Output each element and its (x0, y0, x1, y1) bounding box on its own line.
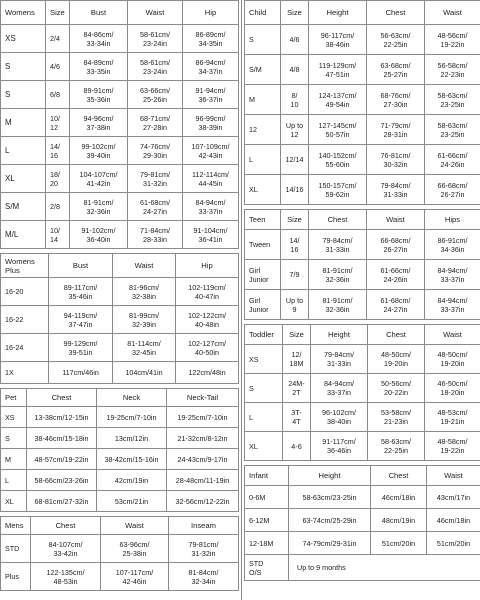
infant-header-cell: Infant (245, 466, 289, 486)
table-cell: 46-50cm/ 18-20in (425, 374, 480, 403)
table-cell: 127-145cm/ 50-57in (309, 115, 367, 145)
table-cell: 107-109cm/ 42-43in (183, 137, 239, 165)
teen-header-cell: Size (281, 210, 309, 230)
toddler-row (245, 403, 480, 432)
table-cell: 61-68cm/ 24-27in (128, 193, 183, 221)
table-cell: 86-91cm/ 34-36in (425, 230, 480, 260)
toddler-row (245, 432, 480, 461)
size-label: 6-12M (245, 509, 289, 532)
infant-row (245, 509, 480, 532)
size-label: M (245, 85, 281, 115)
table-cell: 2/4 (46, 25, 70, 53)
table-cell: 3T- 4T (283, 403, 311, 432)
mens-size-table (0, 516, 239, 591)
table-cell: 89-91cm/ 35-36in (70, 81, 128, 109)
table-cell: 104cm/41in (113, 362, 176, 384)
size-label: Tween (245, 230, 281, 260)
table-cell: 81-91cm/ 32-36in (309, 290, 367, 320)
size-label: XL (245, 175, 281, 205)
left-column (0, 0, 238, 591)
table-cell: Up to 12 (281, 115, 309, 145)
table-cell: 81-84cm/ 32-34in (169, 563, 239, 591)
size-label: 16-22 (1, 306, 49, 334)
table-cell: 14/ 16 (281, 230, 309, 260)
womens-header-cell: Hip (183, 1, 239, 25)
womens-header-cell: Womens (1, 1, 46, 25)
child-row (245, 145, 480, 175)
table-cell: 102-119cm/ 40-47in (176, 278, 239, 306)
table-cell: Up to 9 (281, 290, 309, 320)
table-cell: 51cm/20in (371, 532, 427, 555)
table-cell: 48-53cm/ 19-21in (425, 403, 480, 432)
size-label: 0-6M (245, 486, 289, 509)
table-cell: 84-107cm/ 33-42in (31, 535, 101, 563)
womens-plus-header-cell: Hip (176, 254, 239, 278)
table-cell: 19-25cm/7-10in (167, 407, 239, 428)
table-cell: 81-91cm/ 32-36in (309, 260, 367, 290)
table-cell: 79-84cm/ 31-33in (309, 230, 367, 260)
size-label: XL (245, 432, 283, 461)
table-cell: 61-66cm/ 24-26in (425, 145, 480, 175)
table-cell: 89-117cm/ 35-46in (49, 278, 113, 306)
mens-header-cell: Waist (101, 517, 169, 535)
table-cell: 84-94cm/ 33-37in (425, 290, 480, 320)
table-cell: 104-107cm/ 41-42in (70, 165, 128, 193)
table-cell: 58-61cm/ 23-24in (128, 53, 183, 81)
table-cell: 28-48cm/11-19in (167, 470, 239, 491)
table-cell: 81-99cm/ 32-39in (113, 306, 176, 334)
table-cell: 150-157cm/ 59-62in (309, 175, 367, 205)
table-cell: 91-104cm/ 36-41in (183, 221, 239, 249)
child-size-table (244, 0, 480, 205)
infant-header-cell: Waist (427, 466, 480, 486)
pet-header-row (1, 389, 239, 407)
size-label: 16-20 (1, 278, 49, 306)
table-cell: 84-86cm/ 33-34in (70, 25, 128, 53)
pet-row (1, 407, 239, 428)
womens-plus-header-cell: Bust (49, 254, 113, 278)
womens-plus-row (1, 306, 239, 334)
size-label: STD O/S (245, 555, 289, 581)
table-cell: 81-114cm/ 32-45in (113, 334, 176, 362)
table-cell: 63-66cm/ 25-26in (128, 81, 183, 109)
infant-size-table (244, 465, 480, 581)
table-cell: 48-58cm/ 19-22in (425, 432, 480, 461)
table-cell: 18/ 20 (46, 165, 70, 193)
table-cell: 79-81cm/ 31-32in (128, 165, 183, 193)
child-row (245, 55, 480, 85)
table-cell: 112-114cm/ 44-45in (183, 165, 239, 193)
table-cell: 71-84cm/ 28-33in (128, 221, 183, 249)
table-cell: 48-50cm/ 19-20in (425, 345, 480, 374)
toddler-header-cell: Height (311, 325, 368, 345)
size-label: 16-24 (1, 334, 49, 362)
womens-row (1, 109, 239, 137)
womens-row (1, 53, 239, 81)
table-cell: 46cm/18in (371, 486, 427, 509)
table-cell: 58-63cm/23-25in (289, 486, 371, 509)
table-cell: 4/6 (46, 53, 70, 81)
child-header-cell: Waist (425, 1, 480, 25)
toddler-header-cell: Chest (368, 325, 425, 345)
teen-row (245, 260, 480, 290)
infant-header-cell: Height (289, 466, 371, 486)
table-cell: 68-76cm/ 27-30in (367, 85, 425, 115)
table-cell: 79-84cm/ 31-33in (311, 345, 368, 374)
table-cell: 102-122cm/ 40-48in (176, 306, 239, 334)
teen-header-cell: Hips (425, 210, 480, 230)
size-label: S/M (1, 193, 46, 221)
teen-header-cell: Chest (309, 210, 367, 230)
mens-header-cell: Inseam (169, 517, 239, 535)
size-label: 12-18M (245, 532, 289, 555)
table-cell: 2/8 (46, 193, 70, 221)
table-cell: 76-81cm/ 30-32in (367, 145, 425, 175)
table-cell: 13cm/12in (97, 428, 167, 449)
toddler-header-cell: Size (283, 325, 311, 345)
table-cell: 91-117cm/ 36-46in (311, 432, 368, 461)
size-label: XS (245, 345, 283, 374)
table-cell: 14/ 16 (46, 137, 70, 165)
table-cell: 48-57cm/19-22in (27, 449, 97, 470)
table-cell: 117cm/46in (49, 362, 113, 384)
womens-row (1, 81, 239, 109)
right-column (244, 0, 480, 581)
table-cell: 10/ 14 (46, 221, 70, 249)
table-cell: 91-94cm/ 36-37in (183, 81, 239, 109)
toddler-header-cell: Waist (425, 325, 480, 345)
womens-plus-row (1, 334, 239, 362)
teen-row (245, 230, 480, 260)
womens-row (1, 137, 239, 165)
womens-row (1, 221, 239, 249)
table-cell: 96-99cm/ 38-39in (183, 109, 239, 137)
size-label: L (1, 470, 27, 491)
child-row (245, 175, 480, 205)
size-label: S (1, 428, 27, 449)
table-cell: 58-63cm/ 22-25in (368, 432, 425, 461)
infant-header-cell: Chest (371, 466, 427, 486)
table-cell: 63-96cm/ 25-38in (101, 535, 169, 563)
table-cell: 140-152cm/ 55-60in (309, 145, 367, 175)
table-cell: 4/6 (281, 25, 309, 55)
table-cell: 84-94cm/ 33-37in (425, 260, 480, 290)
table-cell: 48cm/19in (371, 509, 427, 532)
table-cell: 58-63cm/ 23-25in (425, 115, 480, 145)
table-cell: 21-32cm/8-12in (167, 428, 239, 449)
pet-header-cell: Pet (1, 389, 27, 407)
table-cell: 94-96cm/ 37-38in (70, 109, 128, 137)
mens-header-cell: Mens (1, 517, 31, 535)
womens-plus-header-cell: Womens Plus (1, 254, 49, 278)
pet-row (1, 449, 239, 470)
toddler-row (245, 374, 480, 403)
child-row (245, 85, 480, 115)
table-cell: 61-68cm/ 24-27in (367, 290, 425, 320)
child-header-cell: Child (245, 1, 281, 25)
table-cell: 24M- 2T (283, 374, 311, 403)
size-label: Girl Junior (245, 290, 281, 320)
table-cell: 58-61cm/ 23-24in (128, 25, 183, 53)
size-label: M (1, 449, 27, 470)
table-cell: 66-68cm/ 26-27in (425, 175, 480, 205)
table-cell: 122cm/48in (176, 362, 239, 384)
table-cell: 10/ 12 (46, 109, 70, 137)
child-header-cell: Chest (367, 1, 425, 25)
child-header-cell: Size (281, 1, 309, 25)
table-cell: 19-25cm/7-10in (97, 407, 167, 428)
table-cell: 48-50cm/ 19-20in (368, 345, 425, 374)
table-cell: 58-63cm/ 23-25in (425, 85, 480, 115)
infant-row (245, 486, 480, 509)
size-label: Plus (1, 563, 31, 591)
table-cell: 4/8 (281, 55, 309, 85)
table-cell: 122-135cm/ 48-53in (31, 563, 101, 591)
child-header-cell: Height (309, 1, 367, 25)
table-cell: 38-42cm/15-16in (97, 449, 167, 470)
table-cell: 71-79cm/ 28-31in (367, 115, 425, 145)
pet-size-table (0, 388, 239, 512)
womens-plus-header-cell: Waist (113, 254, 176, 278)
size-label: L (245, 145, 281, 175)
table-cell: 42cm/19in (97, 470, 167, 491)
size-label: XL (1, 165, 46, 193)
teen-size-table (244, 209, 480, 320)
child-row (245, 25, 480, 55)
table-cell: 81-91cm/ 32-36in (70, 193, 128, 221)
womens-header-cell: Bust (70, 1, 128, 25)
womens-row (1, 165, 239, 193)
size-label: S/M (245, 55, 281, 85)
size-label: 1X (1, 362, 49, 384)
womens-row (1, 25, 239, 53)
toddler-size-table (244, 324, 480, 461)
table-cell: 53-58cm/ 21-23in (368, 403, 425, 432)
toddler-header-cell: Toddler (245, 325, 283, 345)
size-label: S (245, 25, 281, 55)
teen-row (245, 290, 480, 320)
table-cell: 102-127cm/ 40-50in (176, 334, 239, 362)
womens-size-table (0, 0, 239, 249)
table-cell: 58-66cm/23-26in (27, 470, 97, 491)
size-label: M (1, 109, 46, 137)
size-label: XL (1, 491, 27, 512)
pet-row (1, 470, 239, 491)
table-cell: 4-6 (283, 432, 311, 461)
table-cell: 79-84cm/ 31-33in (367, 175, 425, 205)
table-cell: 63-68cm/ 25-27in (367, 55, 425, 85)
teen-header-cell: Waist (367, 210, 425, 230)
size-label: S (1, 81, 46, 109)
size-label: 12 (245, 115, 281, 145)
table-cell: 84-94cm/ 33-37in (311, 374, 368, 403)
womens-plus-size-table (0, 253, 239, 384)
mens-header-row (1, 517, 239, 535)
table-cell: 84-89cm/ 33-35in (70, 53, 128, 81)
pet-row (1, 491, 239, 512)
table-cell: 12/ 18M (283, 345, 311, 374)
child-row (245, 115, 480, 145)
table-cell: 86-94cm/ 34-37in (183, 53, 239, 81)
womens-plus-row (1, 362, 239, 384)
pet-header-cell: Neck (97, 389, 167, 407)
infant-header-row (245, 466, 480, 486)
table-cell: 107-117cm/ 42-46in (101, 563, 169, 591)
table-cell: 99-102cm/ 39-40in (70, 137, 128, 165)
mens-row (1, 535, 239, 563)
size-label: L (245, 403, 283, 432)
table-cell: 84-94cm/ 33-37in (183, 193, 239, 221)
table-cell: Up to 9 months (289, 555, 480, 581)
toddler-header-row (245, 325, 480, 345)
table-cell: 63-74cm/25-29in (289, 509, 371, 532)
table-cell: 8/ 10 (281, 85, 309, 115)
table-cell: 7/9 (281, 260, 309, 290)
table-cell: 32-56cm/12-22in (167, 491, 239, 512)
size-label: XS (1, 407, 27, 428)
infant-row (245, 532, 480, 555)
table-cell: 12/14 (281, 145, 309, 175)
table-cell: 61-66cm/ 24-26in (367, 260, 425, 290)
table-cell: 51cm/20in (427, 532, 480, 555)
size-label: Girl Junior (245, 260, 281, 290)
size-label: S (245, 374, 283, 403)
table-cell: 53cm/21in (97, 491, 167, 512)
table-cell: 14/16 (281, 175, 309, 205)
womens-plus-row (1, 278, 239, 306)
teen-header-row (245, 210, 480, 230)
table-cell: 91-102cm/ 36-40in (70, 221, 128, 249)
table-cell: 50-56cm/ 20-22in (368, 374, 425, 403)
table-cell: 96-102cm/ 38-40in (311, 403, 368, 432)
table-cell: 66-68cm/ 26-27in (367, 230, 425, 260)
mens-row (1, 563, 239, 591)
table-cell: 48-56cm/ 19-22in (425, 25, 480, 55)
teen-header-cell: Teen (245, 210, 281, 230)
infant-row (245, 555, 480, 581)
pet-header-cell: Chest (27, 389, 97, 407)
womens-header-row (1, 1, 239, 25)
womens-plus-header-row (1, 254, 239, 278)
table-cell: 86-89cm/ 34-35in (183, 25, 239, 53)
table-cell: 79-81cm/ 31-32in (169, 535, 239, 563)
table-cell: 56-58cm/ 22-23in (425, 55, 480, 85)
table-cell: 119-129cm/ 47-51in (309, 55, 367, 85)
womens-header-cell: Size (46, 1, 70, 25)
table-cell: 74-76cm/ 29-30in (128, 137, 183, 165)
table-cell: 94-119cm/ 37-47in (49, 306, 113, 334)
child-header-row (245, 1, 480, 25)
table-cell: 38-46cm/15-18in (27, 428, 97, 449)
table-cell: 13-38cm/12-15in (27, 407, 97, 428)
table-cell: 6/8 (46, 81, 70, 109)
womens-row (1, 193, 239, 221)
mens-header-cell: Chest (31, 517, 101, 535)
size-label: S (1, 53, 46, 81)
size-label: M/L (1, 221, 46, 249)
size-label: XS (1, 25, 46, 53)
pet-header-cell: Neck-Tail (167, 389, 239, 407)
table-cell: 43cm/17in (427, 486, 480, 509)
table-cell: 124-137cm/ 49-54in (309, 85, 367, 115)
table-cell: 74-79cm/29-31in (289, 532, 371, 555)
table-cell: 46cm/18in (427, 509, 480, 532)
pet-row (1, 428, 239, 449)
size-label: L (1, 137, 46, 165)
table-cell: 99-129cm/ 39-51in (49, 334, 113, 362)
table-cell: 68-71cm/ 27-28in (128, 109, 183, 137)
table-cell: 96-117cm/ 38-46in (309, 25, 367, 55)
womens-header-cell: Waist (128, 1, 183, 25)
table-cell: 24-43cm/9-17in (167, 449, 239, 470)
table-cell: 81-96cm/ 32-38in (113, 278, 176, 306)
toddler-row (245, 345, 480, 374)
table-cell: 56-63cm/ 22-25in (367, 25, 425, 55)
size-label: STD (1, 535, 31, 563)
column-divider (241, 0, 242, 600)
table-cell: 68-81cm/27-32in (27, 491, 97, 512)
